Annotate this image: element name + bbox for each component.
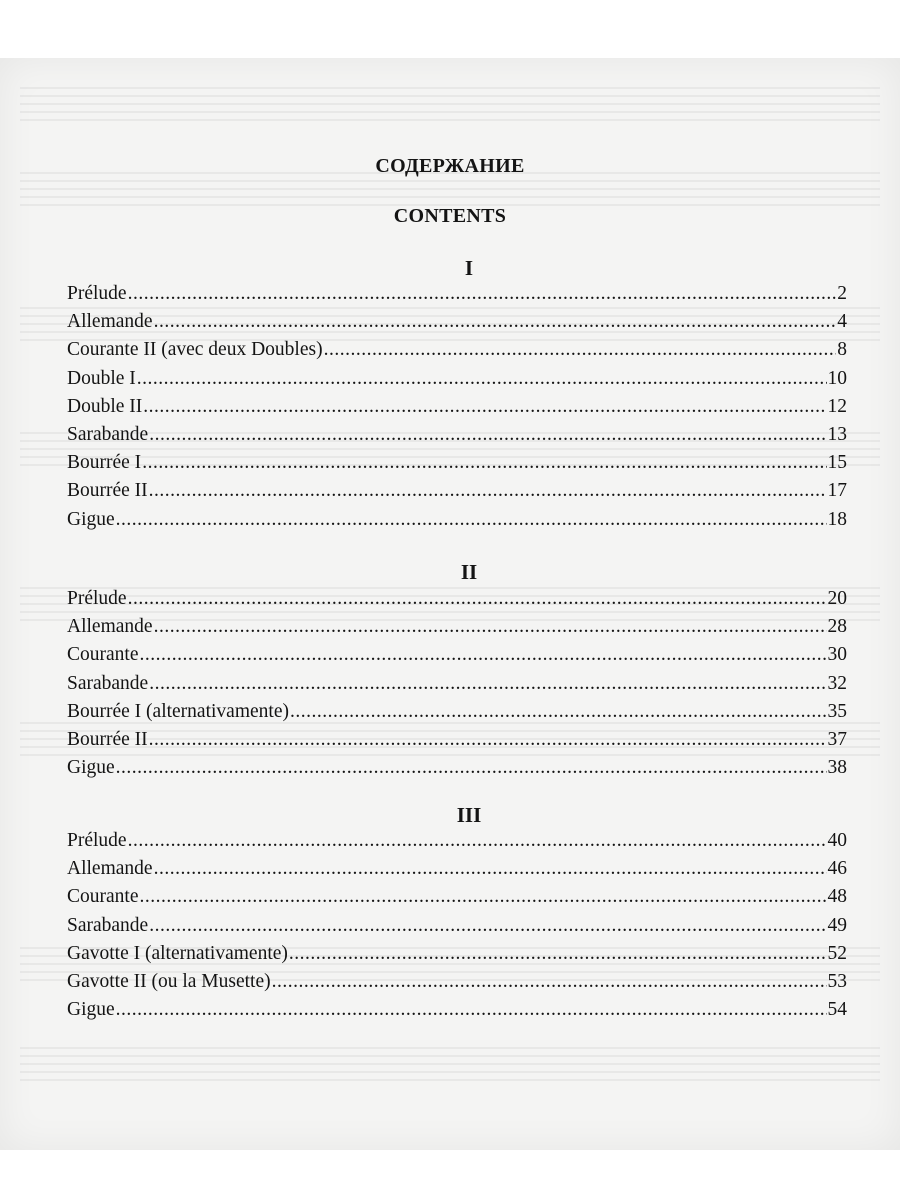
toc-entry [67, 509, 847, 537]
toc-entry [67, 452, 847, 480]
toc-entry-page: 40 [827, 830, 847, 851]
toc-entry-page: 46 [827, 858, 847, 880]
toc-entry-page: 15 [827, 452, 847, 474]
toc-entry [67, 729, 847, 757]
dot-leader [149, 915, 826, 937]
toc-entry-page: 18 [827, 508, 847, 530]
toc-entry-title: Bourrée I (alternativamente) [67, 700, 289, 722]
dot-leader [143, 396, 826, 418]
toc-entry [67, 830, 847, 858]
section-heading-iii: III [456, 803, 482, 827]
toc-entry-title: Allemande [67, 858, 153, 880]
toc-entry-title: Gigue [67, 757, 115, 779]
dot-leader [324, 339, 837, 361]
toc-entry [67, 311, 847, 339]
toc-entry-title: Bourrée II [67, 728, 148, 750]
toc-entry-title: Prélude [67, 588, 127, 609]
dot-leader [149, 424, 826, 446]
dot-leader [154, 616, 827, 638]
toc-section-ii [67, 588, 847, 785]
toc-entry-title: Gigue [67, 999, 115, 1021]
toc-entry [67, 999, 847, 1027]
toc-entry-page: 49 [827, 914, 847, 936]
toc-entry-page: 12 [827, 395, 847, 417]
toc-entry-title: Gavotte I (alternativamente) [67, 942, 288, 964]
toc-entry-title: Gavotte II (ou la Musette) [67, 970, 271, 992]
toc-entry-page: 2 [837, 283, 847, 304]
toc-entry-title: Double II [67, 395, 143, 417]
toc-entry [67, 701, 847, 729]
toc-entry-page: 10 [827, 367, 847, 389]
toc-entry-title: Double I [67, 367, 136, 389]
toc-entry-page: 38 [827, 757, 847, 779]
toc-entry-page: 8 [837, 339, 847, 361]
section-heading-ii: II [460, 560, 478, 584]
dot-leader [128, 283, 837, 305]
toc-entry [67, 480, 847, 508]
toc-entry-page: 53 [827, 970, 847, 992]
toc-entry [67, 858, 847, 886]
dot-leader [149, 673, 826, 695]
toc-entry [67, 396, 847, 424]
toc-entry [67, 339, 847, 367]
toc-entry [67, 283, 847, 311]
dot-leader [139, 644, 826, 666]
dot-leader [128, 588, 827, 610]
toc-entry-page: 48 [827, 886, 847, 908]
toc-entry-title: Courante [67, 886, 139, 908]
toc-entry [67, 644, 847, 672]
toc-entry [67, 915, 847, 943]
dot-leader [149, 729, 827, 751]
toc-entry [67, 368, 847, 396]
toc-section-i [67, 283, 847, 537]
toc-entry [67, 424, 847, 452]
toc-entry-page: 4 [837, 311, 847, 333]
toc-entry-page: 17 [827, 480, 847, 502]
toc-entry-page: 28 [827, 616, 847, 638]
dot-leader [137, 368, 827, 390]
toc-entry-page: 30 [827, 644, 847, 666]
toc-section-iii [67, 830, 847, 1027]
toc-entry-title: Allemande [67, 311, 153, 333]
page-title-english: CONTENTS [393, 205, 507, 227]
toc-entry-page: 20 [827, 588, 847, 609]
dot-leader [139, 886, 826, 908]
dot-leader [289, 943, 827, 965]
dot-leader [116, 509, 827, 531]
toc-entry [67, 971, 847, 999]
toc-entry-title: Prélude [67, 830, 127, 851]
toc-entry [67, 588, 847, 616]
toc-entry [67, 616, 847, 644]
dot-leader [116, 757, 827, 779]
dot-leader [290, 701, 827, 723]
dot-leader [116, 999, 827, 1021]
toc-entry-page: 32 [827, 672, 847, 694]
toc-entry-page: 37 [827, 728, 847, 750]
toc-entry-page: 35 [827, 700, 847, 722]
toc-entry-page: 13 [827, 423, 847, 445]
toc-entry-title: Allemande [67, 616, 153, 638]
toc-entry [67, 673, 847, 701]
page-title-russian: СОДЕРЖАНИЕ [375, 155, 525, 177]
section-heading-i: I [464, 256, 474, 280]
toc-entry-title: Prélude [67, 283, 127, 304]
toc-entry [67, 943, 847, 971]
toc-entry [67, 886, 847, 914]
toc-entry-title: Bourrée I [67, 452, 142, 474]
dot-leader [154, 311, 837, 333]
toc-entry-page: 52 [827, 942, 847, 964]
dot-leader [142, 452, 826, 474]
toc-entry-title: Courante II (avec deux Doubles) [67, 339, 323, 361]
dot-leader [128, 830, 827, 852]
toc-entry-title: Sarabande [67, 672, 149, 694]
dot-leader [272, 971, 827, 993]
toc-entry-title: Bourrée II [67, 480, 148, 502]
toc-entry-title: Sarabande [67, 423, 149, 445]
dot-leader [149, 480, 827, 502]
toc-entry-page: 54 [827, 999, 847, 1021]
toc-entry-title: Sarabande [67, 914, 149, 936]
dot-leader [154, 858, 827, 880]
toc-entry-title: Gigue [67, 508, 115, 530]
toc-entry [67, 757, 847, 785]
toc-entry-title: Courante [67, 644, 139, 666]
